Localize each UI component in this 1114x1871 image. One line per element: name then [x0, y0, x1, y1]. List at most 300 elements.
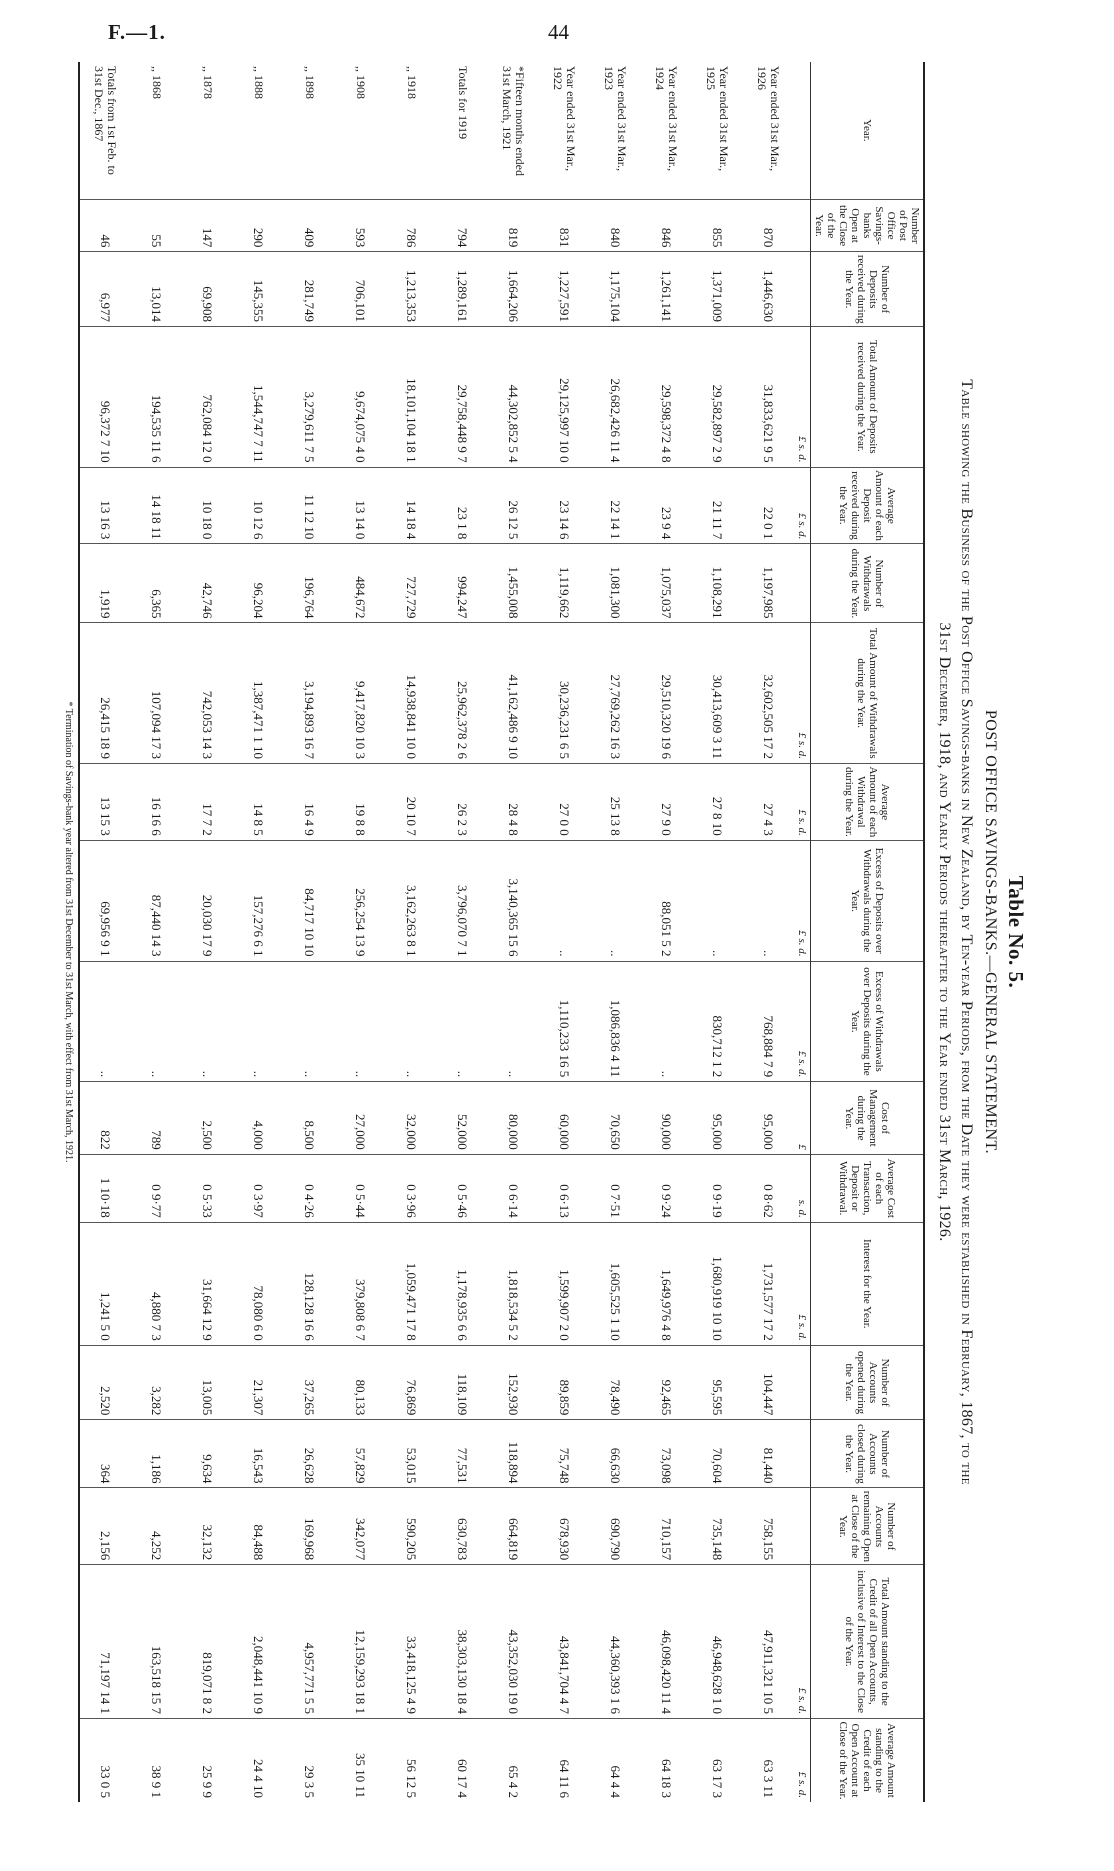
table-cell: 1,261,141	[641, 252, 692, 327]
table-cell: 1,680,919 10 10	[692, 1222, 743, 1345]
table-cell: 78,490	[590, 1345, 641, 1420]
table-cell: 47,911,321 10 5	[743, 1565, 794, 1719]
col-header: Average Amount standing to the Credit of each Open Account at Close of the Year.	[811, 1718, 925, 1802]
table-cell: 2,156	[79, 1488, 131, 1565]
table-cell: 55	[131, 199, 182, 252]
table-cell: 43,841,704 4 7	[539, 1565, 590, 1719]
col-header: Excess of Deposits over Withdrawals during the Year.	[811, 840, 925, 961]
table-cell: 10 12 6	[233, 467, 284, 544]
table-cell: 9,417,820 10 3	[335, 623, 386, 764]
table-cell: 590,205	[386, 1488, 437, 1565]
table-cell: 768,884 7 9	[743, 961, 794, 1082]
table-cell: 37,265	[284, 1345, 335, 1420]
unit-cell	[794, 1345, 811, 1420]
table-cell: 32,602,505 17 2	[743, 623, 794, 764]
table-cell: 786	[386, 199, 437, 252]
table-cell: 66,630	[590, 1420, 641, 1488]
col-header: Number of Deposits received during the Year.	[811, 252, 925, 327]
table-cell: 128,128 16 6	[284, 1222, 335, 1345]
table-cell: ..	[539, 840, 590, 961]
table-cell: 20 10 7	[386, 763, 437, 840]
row-year-cell: ,, 1918	[405, 66, 419, 99]
table-cell: 80,133	[335, 1345, 386, 1420]
table-cell: 1,605,525 1 10	[590, 1222, 641, 1345]
table-cell: 38,303,130 18 4	[437, 1565, 488, 1719]
table-cell: ..	[131, 961, 182, 1082]
table-cell: 69,908	[182, 252, 233, 327]
table-cell: 3,194,893 16 7	[284, 623, 335, 764]
table-cell: 819,071 8 2	[182, 1565, 233, 1719]
table-cell: 89,859	[539, 1345, 590, 1420]
table-cell: 2,520	[79, 1345, 131, 1420]
table-cell: 758,155	[743, 1488, 794, 1565]
table-cell: 855	[692, 199, 743, 252]
table-cell: 1,110,233 16 5	[539, 961, 590, 1082]
table-row	[335, 62, 386, 1802]
table-cell: 1,599,907 2 0	[539, 1222, 590, 1345]
table-cell: 57,829	[335, 1420, 386, 1488]
table-cell: 256,254 13 9	[335, 840, 386, 961]
table-cell: 3,796,070 7 1	[437, 840, 488, 961]
table-cell: 364	[79, 1420, 131, 1488]
table-cell: 118,109	[437, 1345, 488, 1420]
table-cell: 18,101,104 18 1	[386, 327, 437, 468]
table-cell: 95,000	[743, 1082, 794, 1154]
table-cell: 13 15 3	[79, 763, 131, 840]
table-cell: 35 10 11	[335, 1718, 386, 1802]
table-cell: 1,387,471 1 10	[233, 623, 284, 764]
table-cell: 71,197 14 1	[79, 1565, 131, 1719]
table-cell: 1,197,985	[743, 544, 794, 623]
table-cell: 157,276 6 1	[233, 840, 284, 961]
table-cell: 664,819	[488, 1488, 539, 1565]
table-cell: ..	[182, 961, 233, 1082]
table-cell: 32,132	[182, 1488, 233, 1565]
table-cell: 52,000	[437, 1082, 488, 1154]
unit-cell	[794, 252, 811, 327]
table-cell: 75,748	[539, 1420, 590, 1488]
table-cell: 690,790	[590, 1488, 641, 1565]
table-cell: 24 4 10	[233, 1718, 284, 1802]
table-cell: 22 14 1	[590, 467, 641, 544]
table-cell: 678,930	[539, 1488, 590, 1565]
table-cell: 0 4·26	[284, 1154, 335, 1222]
table-cell: 23 14 6	[539, 467, 590, 544]
page-identifier: F.—1.	[108, 20, 166, 44]
unit-cell: £ s. d.	[794, 763, 811, 840]
table-cell: 14 8 5	[233, 763, 284, 840]
table-cell: ..	[692, 840, 743, 961]
table-cell: 484,672	[335, 544, 386, 623]
col-header: Average Amount of each Withdrawal during the Year.	[811, 763, 925, 840]
table-cell: 64 4 4	[590, 1718, 641, 1802]
table-cell: 194,535 11 6	[131, 327, 182, 468]
table-cell: 13 16 3	[79, 467, 131, 544]
table-cell: 25,962,378 2 6	[437, 623, 488, 764]
title-block	[933, 62, 1028, 1802]
table-cell: 152,930	[488, 1345, 539, 1420]
page-number: 44	[548, 20, 569, 44]
table-cell: 95,595	[692, 1345, 743, 1420]
table-cell: 710,157	[641, 1488, 692, 1565]
table-row	[233, 62, 284, 1802]
table-cell: 8,500	[284, 1082, 335, 1154]
col-header: Total Amount of Withdrawals during the Year.	[811, 623, 925, 764]
table-cell: 169,968	[284, 1488, 335, 1565]
table-cell: 42,746	[182, 544, 233, 623]
table-cell: 44,360,393 1 6	[590, 1565, 641, 1719]
table-cell: 46,098,420 11 4	[641, 1565, 692, 1719]
rotated-table-page	[40, 62, 1040, 1802]
table-cell: 0 5·33	[182, 1154, 233, 1222]
table-cell: 870	[743, 199, 794, 252]
table-cell: 819	[488, 199, 539, 252]
table-cell: 145,355	[233, 252, 284, 327]
table-cell: 84,488	[233, 1488, 284, 1565]
table-cell: 27,769,262 16 3	[590, 623, 641, 764]
table-cell: 107,094 17 3	[131, 623, 182, 764]
table-cell: 1,086,836 4 11	[590, 961, 641, 1082]
unit-cell: £ s. d.	[794, 1565, 811, 1719]
table-cell: 29,582,897 2 9	[692, 327, 743, 468]
table-cell: 30,413,609 3 11	[692, 623, 743, 764]
col-header: Number of Accounts remaining Open at Close of the Year.	[811, 1488, 925, 1565]
table-cell: 29,758,448 9 7	[437, 327, 488, 468]
table-cell: 4,957,771 5 5	[284, 1565, 335, 1719]
table-cell: 84,717 10 10	[284, 840, 335, 961]
table-cell: 281,749	[284, 252, 335, 327]
savings-bank-statement-table	[78, 62, 925, 1802]
table-cell: 26 12 5	[488, 467, 539, 544]
table-cell: 0 9·19	[692, 1154, 743, 1222]
table-cell: 1,186	[131, 1420, 182, 1488]
table-cell: 77,531	[437, 1420, 488, 1488]
unit-cell	[794, 1420, 811, 1488]
table-row	[437, 62, 488, 1802]
table-row	[131, 62, 182, 1802]
table-cell: 4,880 7 3	[131, 1222, 182, 1345]
table-cell: 33,418,125 4 9	[386, 1565, 437, 1719]
table-cell: 92,465	[641, 1345, 692, 1420]
table-cell: 3,162,263 8 1	[386, 840, 437, 961]
table-cell: 29,598,372 4 8	[641, 327, 692, 468]
row-year-cell: Year ended 31st Mar., 1922	[551, 66, 579, 172]
table-cell: 593	[335, 199, 386, 252]
table-cell: 742,053 14 3	[182, 623, 233, 764]
table-cell: 30,236,231 6 5	[539, 623, 590, 764]
col-header: Cost of Management during the Year.	[811, 1082, 925, 1154]
table-cell: 26 2 3	[437, 763, 488, 840]
table-row	[182, 62, 233, 1802]
table-cell: 831	[539, 199, 590, 252]
table-number: Table No. 5.	[1004, 875, 1028, 989]
table-cell: 27,000	[335, 1082, 386, 1154]
row-year-cell: ,, 1908	[354, 66, 368, 99]
table-cell: 0 6·13	[539, 1154, 590, 1222]
units-row	[794, 62, 811, 1802]
table-cell: 90,000	[641, 1082, 692, 1154]
row-year-cell: Year ended 31st Mar., 1926	[755, 66, 783, 172]
table-cell: 23 1 8	[437, 467, 488, 544]
table-cell: 27 4 3	[743, 763, 794, 840]
table-cell: 13,014	[131, 252, 182, 327]
table-cell: 27 9 0	[641, 763, 692, 840]
table-cell: 27 8 10	[692, 763, 743, 840]
table-cell: 706,101	[335, 252, 386, 327]
table-cell: 9,634	[182, 1420, 233, 1488]
table-cell: 794	[437, 199, 488, 252]
table-cell: ..	[386, 961, 437, 1082]
col-header: Total Amount of Deposits received during the Year.	[811, 327, 925, 468]
table-cell: ..	[488, 961, 539, 1082]
table-cell: 44,302,852 5 4	[488, 327, 539, 468]
table-cell: 1 10·18	[79, 1154, 131, 1222]
table-cell: 0 5·46	[437, 1154, 488, 1222]
unit-cell	[794, 544, 811, 623]
table-cell: 14 18 4	[386, 467, 437, 544]
table-cell: 0 3·97	[233, 1154, 284, 1222]
table-cell: 26,415 18 9	[79, 623, 131, 764]
table-cell: 17 7 2	[182, 763, 233, 840]
table-cell: 9,674,075 4 0	[335, 327, 386, 468]
table-cell: 762,084 12 0	[182, 327, 233, 468]
table-cell: ..	[590, 840, 641, 961]
unit-cell	[794, 1488, 811, 1565]
table-cell: 6,977	[79, 252, 131, 327]
table-cell: 60 17 4	[437, 1718, 488, 1802]
table-cell: 118,894	[488, 1420, 539, 1488]
col-header: Year.	[811, 62, 925, 199]
table-cell: 88,051 5 2	[641, 840, 692, 961]
table-cell: 0 8·62	[743, 1154, 794, 1222]
table-cell: 3,282	[131, 1345, 182, 1420]
table-cell: 27 0 0	[539, 763, 590, 840]
table-cell: 0 6·14	[488, 1154, 539, 1222]
table-cell: 1,731,577 17 2	[743, 1222, 794, 1345]
table-cell: 11 12 10	[284, 467, 335, 544]
row-year-cell: ,, 1888	[252, 66, 266, 99]
table-cell: 2,500	[182, 1082, 233, 1154]
table-cell: ..	[743, 840, 794, 961]
unit-cell	[794, 199, 811, 252]
table-cell: 1,075,037	[641, 544, 692, 623]
table-cell: 4,000	[233, 1082, 284, 1154]
table-cell: 87,440 14 3	[131, 840, 182, 961]
table-cell: 23 9 4	[641, 467, 692, 544]
table-cell: 290	[233, 199, 284, 252]
table-cell: 78,080 6 0	[233, 1222, 284, 1345]
footnote: * Termination of Savings-bank year altered from 31st December to 31st March, with effect from 31st March, 1921.	[63, 701, 74, 1163]
table-cell: 1,544,747 7 11	[233, 327, 284, 468]
table-cell: 26,628	[284, 1420, 335, 1488]
col-header: Total Amount standing to the Credit of all Open Accounts, inclusive of Interest to the Close of the Year.	[811, 1565, 925, 1719]
unit-cell: £ s. d.	[794, 840, 811, 961]
unit-cell: £ s. d.	[794, 1222, 811, 1345]
table-cell: 1,664,206	[488, 252, 539, 327]
table-cell: 1,289,161	[437, 252, 488, 327]
table-cell: 46	[79, 199, 131, 252]
unit-cell: £ s. d.	[794, 327, 811, 468]
table-cell: ..	[437, 961, 488, 1082]
row-year-cell: Year ended 31st Mar., 1923	[602, 66, 630, 172]
table-description-line-2: 31st December, 1918, and Yearly Periods thereafter to the Year ended 31st March, 1926.	[936, 622, 953, 1242]
table-cell: 14 18 11	[131, 467, 182, 544]
row-year-cell: ,, 1868	[150, 66, 164, 99]
table-body	[79, 62, 811, 1802]
table-cell: 21,307	[233, 1345, 284, 1420]
col-header: Interest for the Year.	[811, 1222, 925, 1345]
col-header: Number of Accounts closed during the Year.	[811, 1420, 925, 1488]
table-cell: 31,664 12 9	[182, 1222, 233, 1345]
table-cell: 96,372 7 10	[79, 327, 131, 468]
table-cell: ..	[335, 961, 386, 1082]
table-cell: 76,869	[386, 1345, 437, 1420]
table-row	[743, 62, 794, 1802]
row-year-cell: Year ended 31st Mar., 1925	[704, 66, 732, 172]
table-cell: 0 9·77	[131, 1154, 182, 1222]
table-row	[79, 62, 131, 1802]
table-cell: ..	[641, 961, 692, 1082]
table-cell: 12,159,293 18 1	[335, 1565, 386, 1719]
table-cell: 1,108,291	[692, 544, 743, 623]
table-cell: 25 9 9	[182, 1718, 233, 1802]
table-cell: ..	[79, 961, 131, 1082]
table-cell: 20,030 17 9	[182, 840, 233, 961]
table-cell: 6,365	[131, 544, 182, 623]
table-cell: 846	[641, 199, 692, 252]
table-cell: 31,833,621 9 5	[743, 327, 794, 468]
table-cell: 28 4 8	[488, 763, 539, 840]
table-row	[284, 62, 335, 1802]
table-cell: 29,125,997 10 0	[539, 327, 590, 468]
col-header: Number of Post Office Savings-banks Open at the Close of the Year.	[811, 199, 925, 252]
row-year-cell: *Fifteen months ended 31st March, 1921	[500, 66, 528, 176]
table-cell: 1,175,104	[590, 252, 641, 327]
unit-cell: £ s. d.	[794, 961, 811, 1082]
table-row	[539, 62, 590, 1802]
table-cell: 0 5·44	[335, 1154, 386, 1222]
table-cell: 16,543	[233, 1420, 284, 1488]
table-cell: 33 0 5	[79, 1718, 131, 1802]
table-cell: 19 8 8	[335, 763, 386, 840]
header-row	[811, 62, 925, 1802]
table-cell: 2,048,441 10 9	[233, 1565, 284, 1719]
table-cell: 69,956 9 1	[79, 840, 131, 961]
table-cell: 14,938,841 10 0	[386, 623, 437, 764]
col-header: Average Cost of each Transaction, Deposit or Withdrawal.	[811, 1154, 925, 1222]
table-cell: 1,227,591	[539, 252, 590, 327]
row-year-cell: ,, 1878	[201, 66, 215, 99]
row-year-cell: Year ended 31st Mar., 1924	[653, 66, 681, 172]
table-cell: 1,649,976 4 8	[641, 1222, 692, 1345]
unit-cell: s. d.	[794, 1154, 811, 1222]
table-cell: 56 12 5	[386, 1718, 437, 1802]
table-cell: 822	[79, 1082, 131, 1154]
table-cell: 1,455,008	[488, 544, 539, 623]
col-header: Average Amount of each Deposit received during the Year.	[811, 467, 925, 544]
col-header: Number of Accounts opened during the Year.	[811, 1345, 925, 1420]
table-cell: 81,440	[743, 1420, 794, 1488]
unit-cell	[794, 62, 811, 199]
table-cell: 16 16 6	[131, 763, 182, 840]
table-cell: 80,000	[488, 1082, 539, 1154]
table-cell: 53,015	[386, 1420, 437, 1488]
table-cell: 1,178,935 6 6	[437, 1222, 488, 1345]
table-cell: 26,682,426 11 4	[590, 327, 641, 468]
table-cell: 64 11 6	[539, 1718, 590, 1802]
table-cell: 29,510,320 19 6	[641, 623, 692, 764]
unit-cell: £ s. d.	[794, 467, 811, 544]
table-cell: 41,162,486 9 10	[488, 623, 539, 764]
table-cell: 4,252	[131, 1488, 182, 1565]
table-cell: 1,919	[79, 544, 131, 623]
table-cell: 163,518 15 7	[131, 1565, 182, 1719]
table-row	[590, 62, 641, 1802]
table-row	[692, 62, 743, 1802]
table-cell: 13,005	[182, 1345, 233, 1420]
table-row	[641, 62, 692, 1802]
row-year-cell: Totals from 1st Feb. to 31st Dec., 1867	[79, 62, 131, 199]
col-header: Excess of Withdrawals over Deposits during the Year.	[811, 961, 925, 1082]
table-cell: 95,000	[692, 1082, 743, 1154]
table-cell: 29 3 5	[284, 1718, 335, 1802]
table-cell: 1,446,630	[743, 252, 794, 327]
table-cell: 63 3 11	[743, 1718, 794, 1802]
table-cell: 342,077	[335, 1488, 386, 1565]
table-cell: 21 11 7	[692, 467, 743, 544]
table-cell: 73,098	[641, 1420, 692, 1488]
table-cell: 3,140,365 15 6	[488, 840, 539, 961]
table-description-line-1: Table showing the Business of the Post Office Savings-banks in New Zealand, by Ten-year Periods, from the Date they were established in February, 1867, to the	[958, 379, 975, 1485]
table-subtitle: POST OFFICE SAVINGS-BANKS.—GENERAL STATEMENT.	[982, 709, 999, 1155]
table-cell: 1,059,471 17 8	[386, 1222, 437, 1345]
table-cell: ..	[284, 961, 335, 1082]
table-cell: 379,808 6 7	[335, 1222, 386, 1345]
row-year-cell: Totals for 1919	[456, 66, 470, 140]
table-cell: 840	[590, 199, 641, 252]
row-year-cell: ,, 1898	[303, 66, 317, 99]
table-cell: 1,818,534 5 2	[488, 1222, 539, 1345]
table-cell: 630,783	[437, 1488, 488, 1565]
table-cell: 63 17 3	[692, 1718, 743, 1802]
unit-cell: £ s. d.	[794, 1718, 811, 1802]
unit-cell: £	[794, 1082, 811, 1154]
table-cell: 1,119,662	[539, 544, 590, 623]
table-cell: 43,352,030 19 0	[488, 1565, 539, 1719]
table-cell: 0 9·24	[641, 1154, 692, 1222]
table-cell: 147	[182, 199, 233, 252]
table-cell: 22 0 1	[743, 467, 794, 544]
table-cell: 70,650	[590, 1082, 641, 1154]
table-cell: 1,371,009	[692, 252, 743, 327]
table-row	[488, 62, 539, 1802]
table-cell: ..	[233, 961, 284, 1082]
table-cell: 830,712 1 2	[692, 961, 743, 1082]
table-cell: 3,279,611 7 5	[284, 327, 335, 468]
table-cell: 46,948,628 1 0	[692, 1565, 743, 1719]
table-cell: 64 18 3	[641, 1718, 692, 1802]
table-cell: 1,241 5 0	[79, 1222, 131, 1345]
table-cell: 0 7·51	[590, 1154, 641, 1222]
table-cell: 70,604	[692, 1420, 743, 1488]
table-cell: 409	[284, 199, 335, 252]
table-cell: 60,000	[539, 1082, 590, 1154]
unit-cell: £ s. d.	[794, 623, 811, 764]
table-cell: 13 14 0	[335, 467, 386, 544]
table-cell: 10 18 0	[182, 467, 233, 544]
table-description	[933, 62, 977, 1802]
table-cell: 1,213,353	[386, 252, 437, 327]
